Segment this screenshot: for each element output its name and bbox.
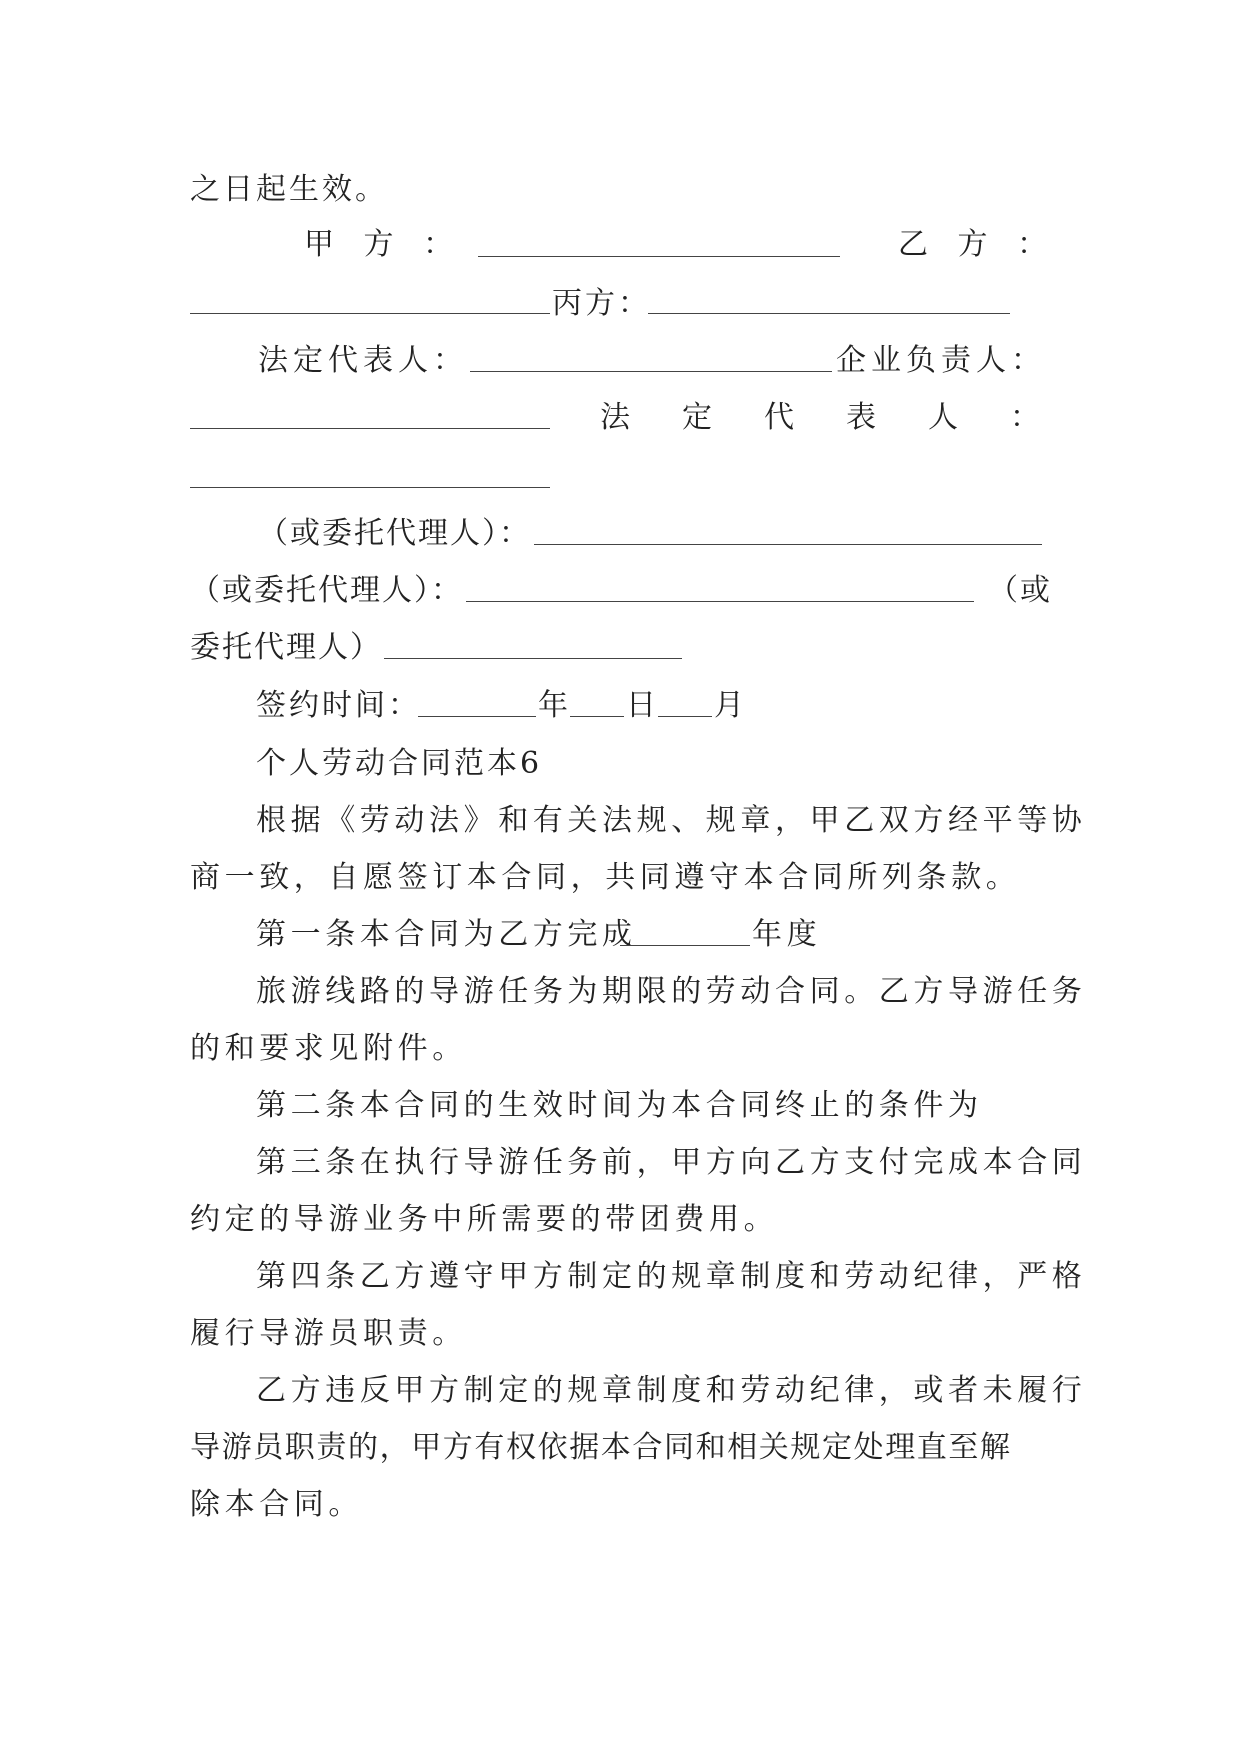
article-1-year-label: 年度: [752, 917, 822, 952]
char: 人: [928, 400, 958, 435]
sign-month-label: 月: [714, 688, 744, 723]
char: 代: [764, 400, 794, 435]
char: 定: [682, 400, 712, 435]
text-line: 第四条乙方遵守甲方制定的规章制度和劳动纪律，严格: [256, 1259, 1087, 1294]
sign-date-label: 签约时间：: [256, 688, 421, 723]
text-line: 之日起生效。: [190, 172, 388, 207]
char: ：: [1010, 400, 1040, 435]
party-a-blank[interactable]: [478, 256, 840, 257]
sign-month-blank[interactable]: [658, 716, 712, 717]
article-1-year-blank[interactable]: [620, 945, 750, 946]
char: 法: [600, 400, 630, 435]
section-title: 个人劳动合同范本6: [256, 746, 543, 781]
sign-day-blank[interactable]: [570, 716, 624, 717]
sign-day-label: 日: [626, 688, 656, 723]
agent-blank-1[interactable]: [534, 544, 1042, 545]
party-c-label: 丙方：: [552, 286, 651, 321]
sign-year-label: 年: [538, 688, 568, 723]
text-line: 旅游线路的导游任务为期限的劳动合同。乙方导游任务: [256, 974, 1087, 1009]
text-line: 除本合同。: [190, 1487, 363, 1522]
text-line: 商一致，自愿签订本合同，共同遵守本合同所列条款。: [190, 860, 1021, 895]
agent-label-3b: 委托代理人）: [190, 630, 382, 665]
text-line: 履行导游员职责。: [190, 1316, 467, 1351]
text-line: 乙方违反甲方制定的规章制度和劳动纪律，或者未履行: [256, 1373, 1087, 1408]
text-line: 第二条本合同的生效时间为本合同终止的条件为: [256, 1088, 983, 1123]
text-line: 约定的导游业务中所需要的带团费用。: [190, 1202, 779, 1237]
party-b-blank[interactable]: [190, 313, 550, 314]
text-line: 导游员职责的，甲方有权依据本合同和相关规定处理直至解: [190, 1430, 1012, 1465]
party-c-blank[interactable]: [648, 313, 1010, 314]
agent-label-2: （或委托代理人）：: [190, 573, 463, 608]
agent-label-1: （或委托代理人）：: [258, 516, 531, 551]
company-head-blank[interactable]: [190, 428, 550, 429]
char: 表: [846, 400, 876, 435]
text-line: 的和要求见附件。: [190, 1031, 467, 1066]
agent-blank-2[interactable]: [466, 601, 974, 602]
legal-rep-label-2: [600, 398, 1040, 438]
article-1-text: 第一条本合同为乙方完成: [256, 917, 637, 952]
party-b-label: 乙 方 ：: [898, 227, 1058, 262]
text-line: 第三条在执行导游任务前，甲方向乙方支付完成本合同: [256, 1145, 1087, 1180]
legal-rep-label-1: 法定代表人：: [258, 343, 468, 378]
text-line: 根据《劳动法》和有关法规、规章，甲乙双方经平等协: [256, 803, 1087, 838]
legal-rep-blank-1[interactable]: [470, 371, 832, 372]
legal-rep-blank-2[interactable]: [190, 487, 550, 488]
sign-year-blank[interactable]: [418, 716, 536, 717]
company-head-label: 企业负责人：: [836, 343, 1046, 378]
agent-label-3a: （或: [988, 573, 1052, 608]
party-a-label: 甲 方 ：: [304, 227, 464, 262]
agent-blank-3[interactable]: [384, 658, 682, 659]
